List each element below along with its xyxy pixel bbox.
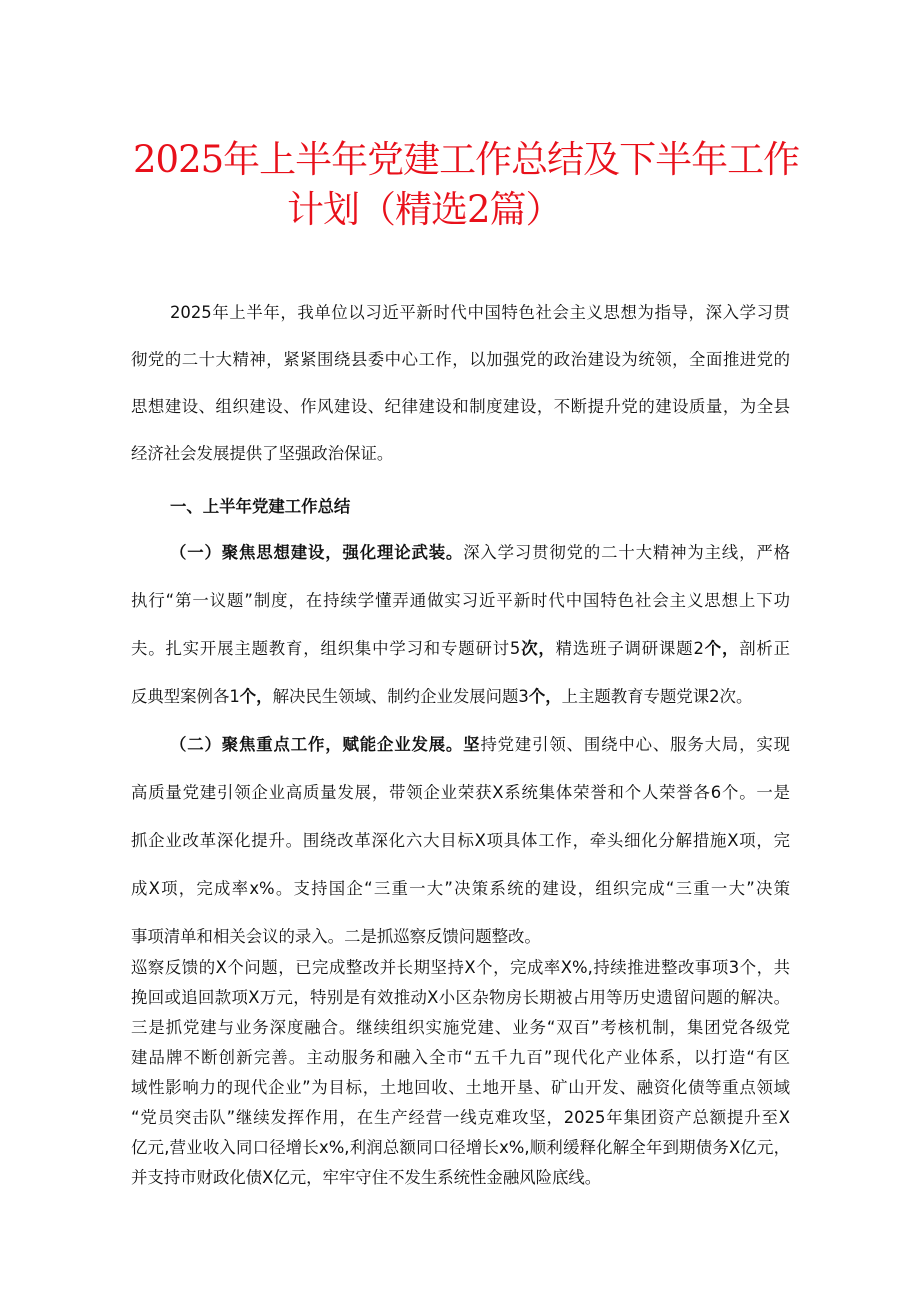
sec3-line: 并支持市财政化债X亿元，牢牢守住不发生系统性金融风险底线。: [131, 1168, 602, 1187]
document-title-line-1: 2025年上半年党建工作总结及下半年工作: [133, 138, 800, 181]
sec1-line: [170, 541, 790, 565]
intro-line: 经济社会发展提供了坚强政治保证。: [131, 444, 394, 463]
t: 解决民生领域、制约企业发展问题3: [272, 687, 529, 706]
sec2-line: 高质量党建引领企业高质量发展，带领企业荣获X系统集体荣誉和个人荣誉各6个。一是: [131, 783, 790, 802]
sec2-text: 持党建引领、围绕中心、服务大局，实现: [480, 735, 791, 754]
sec1-line: [131, 685, 790, 709]
sec1-line: 执行“第一议题”制度，在持续学懂弄通做实习近平新时代中国特色社会主义思想上下功: [131, 591, 790, 610]
t: 精选班子调研课题2: [555, 639, 704, 658]
t: 反典型案例各1: [131, 687, 240, 706]
sec2-line: 成X项，完成率x%。支持国企“三重一大”决策系统的建设，组织完成“三重一大”决策: [131, 879, 790, 898]
t: 夫。扎实开展主题教育，组织集中学习和专题研讨5: [131, 639, 521, 658]
intro-line: 彻党的二十大精神，紧紧围绕县委中心工作，以加强党的政治建设为统领，全面推进党的: [131, 350, 790, 369]
sec3-line: 挽回或追回款项X万元，特别是有效推动X小区杂物房长期被占用等历史遗留问题的解决。: [131, 988, 790, 1007]
sec2-bold-lead: （二）聚焦重点工作，赋能企业发展。坚: [170, 735, 481, 754]
sec3-line: 亿元,营业收入同口径增长x%,利润总额同口径增长x%,顺利缓释化解全年到期债务X亿元，: [131, 1138, 790, 1157]
sec2-line: 事项清单和相关会议的录入。二是抓巡察反馈问题整改。: [131, 927, 541, 946]
sec3-line: 建品牌不断创新完善。主动服务和融入全市“五千九百”现代化产业体系，以打造“有区: [131, 1048, 790, 1067]
section-heading: [170, 495, 790, 519]
t: 上主题教育专题党课2次。: [561, 687, 753, 706]
t: 个，: [239, 687, 273, 706]
sec3-line: “党员突击队”继续发挥作用，在生产经营一线克难攻坚，2025年集团资产总额提升至X: [131, 1108, 790, 1127]
sec3-line: 三是抓党建与业务深度融合。继续组织实施党建、业务“双百”考核机制，集团党各级党: [131, 1018, 790, 1037]
sec3-line: 巡察反馈的X个问题，已完成整改并长期坚持X个，完成率X%,持续推进整改事项3个，共: [131, 958, 790, 977]
sec1-text: 深入学习贯彻党的二十大精神为主线，严格: [463, 543, 791, 562]
intro-line: 2025年上半年，我单位以习近平新时代中国特色社会主义思想为指导，深入学习贯: [170, 303, 790, 322]
sec2-line: 抓企业改革深化提升。围绕改革深化六大目标X项具体工作，牵头细化分解措施X项，完: [131, 831, 790, 850]
sec3-line: 域性影响力的现代企业”为目标，土地回收、土地开垦、矿山开发、融资化债等重点领域: [131, 1078, 790, 1097]
intro-line: 思想建设、组织建设、作风建设、纪律建设和制度建设，不断提升党的建设质量，为全县: [131, 397, 790, 416]
t: 次，: [520, 639, 556, 658]
sec1-bold-lead: （一）聚焦思想建设，强化理论武装。: [170, 543, 464, 562]
document-title-line-2: 计划（精选2篇）: [287, 188, 562, 231]
t: 个，: [528, 687, 562, 706]
sec2-line: [170, 733, 790, 757]
t: 剖析正: [739, 639, 791, 658]
t: 个，: [703, 639, 740, 658]
heading-text: 一、上半年党建工作总结: [170, 497, 351, 516]
sec1-line: [131, 637, 790, 661]
